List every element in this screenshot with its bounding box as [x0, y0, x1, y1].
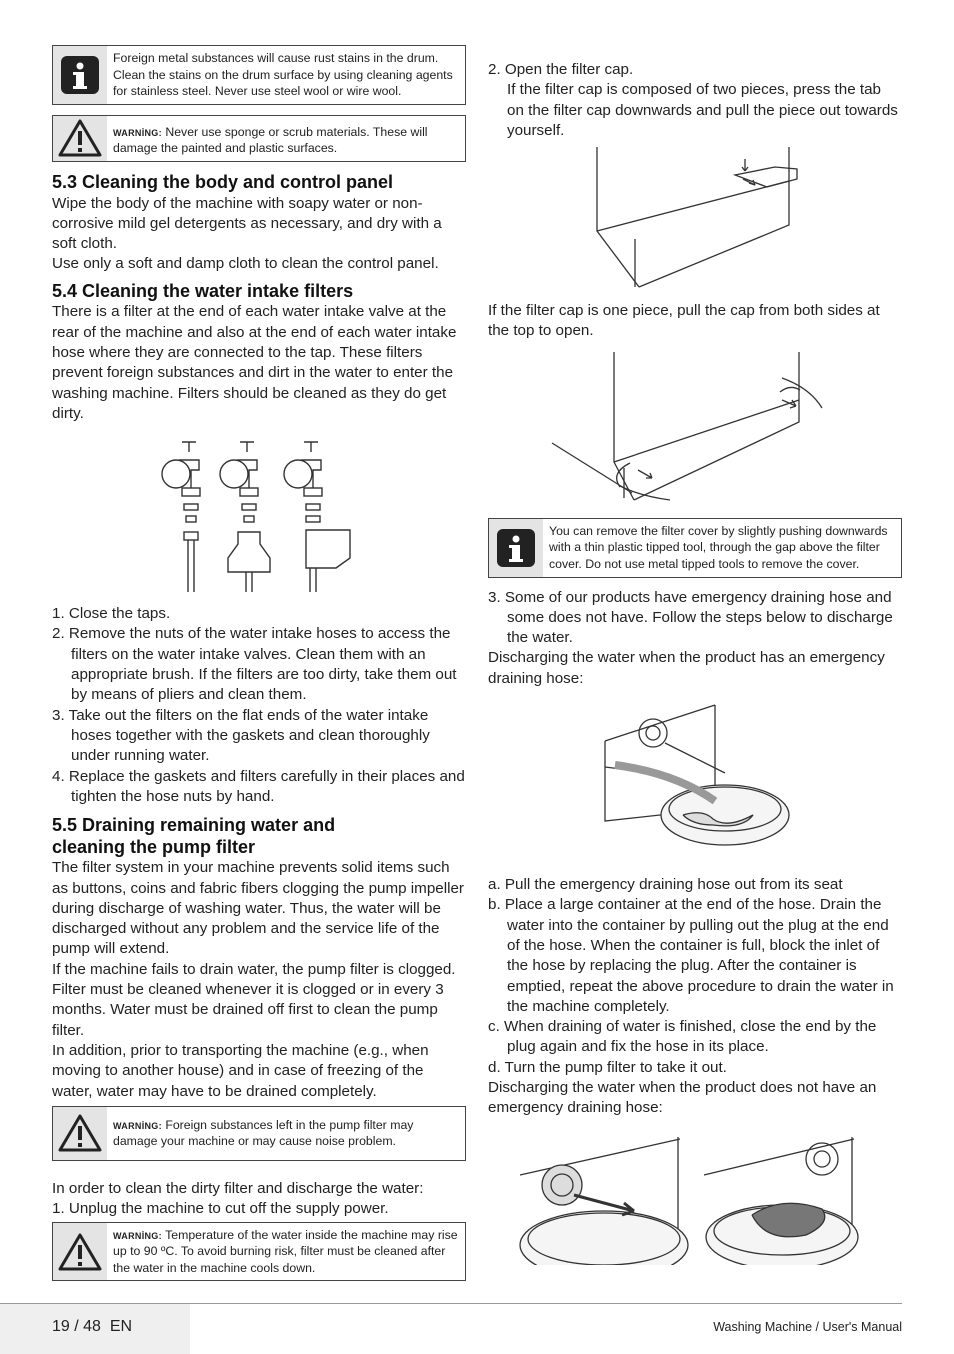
info-icon [489, 519, 543, 577]
one-piece-cap-para: If the filter cap is one piece, pull the cap from both sides at the top to open. [488, 302, 880, 340]
section-5-3-title: 5.3 Cleaning the body and control panel [52, 171, 394, 192]
warning-triangle-icon [53, 116, 107, 161]
one-piece-filter-cap-figure [488, 348, 902, 508]
warning-triangle-icon [53, 1107, 107, 1160]
list-item: 3. Take out the filters on the flat ends of the water intake hoses together with the gaskets and clean thoroughly under running water. [52, 706, 430, 765]
section-5-4-title: 5.4 Cleaning the water intake filters [52, 280, 354, 301]
step-2-title: 2. Open the filter cap. [488, 61, 634, 78]
right-column [488, 60, 902, 1265]
tap-filters-figure [52, 432, 466, 602]
warning-label: WARNİNG: [113, 127, 162, 138]
no-hose-drain-figures [518, 1135, 902, 1265]
info-notice-rust [52, 45, 466, 105]
with-hose-para: Discharging the water when the product has an emergency draining hose: [488, 649, 885, 687]
list-item: d. Turn the pump filter to take it out. [488, 1058, 727, 1076]
section-5-5-title: 5.5 Draining remaining water and cleaning the pump filter [52, 815, 336, 857]
without-hose-para: Discharging the water when the product does not have an emergency draining hose: [488, 1079, 877, 1117]
page-number: 19 / 48 EN [52, 1318, 133, 1335]
warning-notice-text: WARNİNG: Foreign substances left in the pump filter may damage your machine or may cause noise problem. [113, 1117, 414, 1149]
two-piece-filter-cap-figure [488, 145, 902, 295]
pump-filter-turn-figure [518, 1135, 690, 1265]
section-5-5-para: In addition, prior to transporting the machine (e.g., when moving to another house) and in case of freezing of the water, water may have to be drained completely. [52, 1041, 429, 1100]
list-item: 3. Some of our products have emergency draining hose and some does not have. Follow the steps below to discharge the water. [488, 588, 893, 647]
warning-triangle-icon [53, 1223, 107, 1281]
info-icon [53, 46, 107, 104]
info-notice-cover [488, 518, 902, 578]
manual-title: Washing Machine / User's Manual [713, 1320, 902, 1334]
section-5-3-para: Wipe the body of the machine with soapy water or non-corrosive mild gel detergents as necessary, and dry with a soft cloth. [52, 194, 442, 253]
footer-divider [0, 1303, 902, 1304]
info-notice-text: You can remove the filter cover by slightly pushing downwards with a thin plastic tipped tool, through the gap above the filter cover. Do not use metal tipped tools to remove the cover. [549, 523, 888, 571]
section-5-4-para: There is a filter at the end of each water intake valve at the rear of the machine and also at the end of each water intake hose where they are connected to the tap. These filters prevent foreign substances and dirt in the water to enter the washing machine. Filters should be cleaned as they do get dirty. [52, 303, 457, 422]
warning-notice-sponge [52, 115, 466, 162]
filter-steps-list [52, 604, 466, 807]
step-3-list [488, 588, 902, 649]
section-5-5-para: If the machine fails to drain water, the pump filter is clogged. Filter must be cleaned whenever it is clogged or in every 3 months. Water must be drained off first to clean the pump filter. [52, 960, 456, 1039]
list-item: b. Place a large container at the end of the hose. Drain the water into the container by pulling out the plug at the end of the hose. When the container is full, block the inlet of the hose by replacing the plug. After the container is emptied, repeat the above procedure to drain the water in the machine completely. [488, 896, 894, 1015]
left-column [52, 42, 466, 1291]
section-5-5-para: 1. Unplug the machine to cut off the supply power. [52, 1200, 389, 1218]
warning-notice-text: WARNİNG: Never use sponge or scrub materials. These will damage the painted and plastic surfaces. [113, 124, 428, 156]
section-5-3-para: Use only a soft and damp cloth to clean the control panel. [52, 255, 439, 273]
info-notice-text: Foreign metal substances will cause rust stains in the drum. Clean the stains on the drum surface by using cleaning agents for stainless steel. Never use steel wool or wire wool. [113, 51, 453, 99]
warning-notice-text: WARNİNG: Temperature of the water inside the machine may rise up to 90 ºC. To avoid burning risk, filter must be cleaned after the water in the machine cools down. [113, 1227, 458, 1275]
list-item: a. Pull the emergency draining hose out from its seat [488, 876, 843, 894]
warning-notice-temperature [52, 1222, 466, 1282]
section-5-5-para: In order to clean the dirty filter and discharge the water: [52, 1180, 424, 1198]
warning-notice-foreign [52, 1106, 466, 1161]
list-item: 1. Close the taps. [52, 605, 171, 623]
hose-sub-steps [488, 875, 902, 1078]
list-item: 4. Replace the gaskets and filters carefully in their places and tighten the hose nuts by hand. [52, 767, 465, 805]
water-draining-figure [702, 1135, 862, 1265]
section-5-5-para: The filter system in your machine prevents solid items such as buttons, coins and fabric fibers clogging the pump impeller during discharge of washing water. Thus, the water will be discharged without any problem and the service life of the pump will extend. [52, 859, 464, 958]
list-item: 2. Remove the nuts of the water intake hoses to access the filters on the water intake valves. Clean them with an appropriate brush. If the filters are too dirty, take them out by means of pliers and clean them. [52, 625, 457, 704]
step-2-para: If the filter cap is composed of two pieces, press the tab on the filter cap downwards and pull the piece out towards yourself. [507, 81, 898, 139]
list-item: c. When draining of water is finished, close the end by the plug again and fix the hose in its place. [488, 1018, 877, 1056]
emergency-hose-drain-figure [488, 703, 902, 863]
